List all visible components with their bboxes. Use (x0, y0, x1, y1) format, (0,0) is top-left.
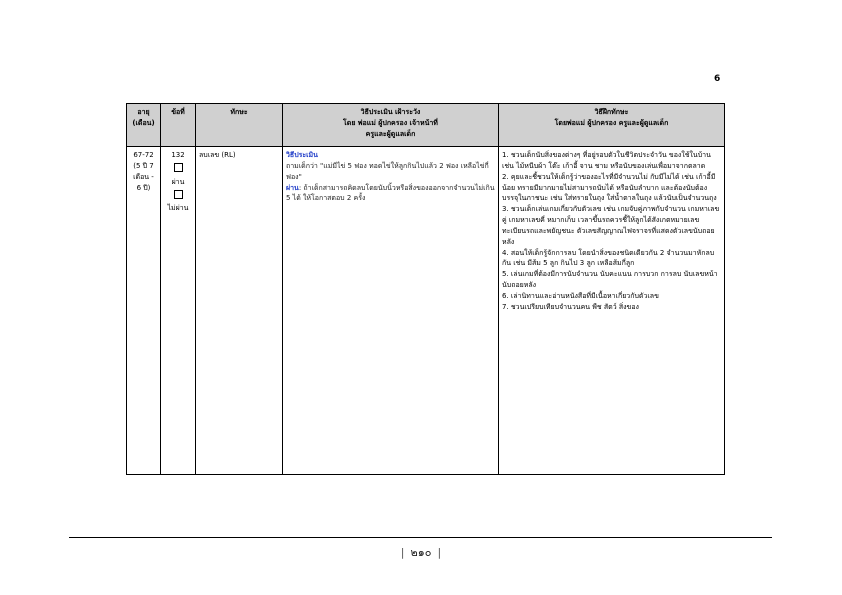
training-item: 4. สอนให้เด็กรู้จักการลบ โดยนำสิ่งของชนิดเดียวกัน 2 จำนวนมาหักลบกัน เช่น มีส้ม 5 ลูก กินไป 3 ลูก เหลือส้มกี่ลูก (502, 248, 715, 268)
skill-table (126, 103, 725, 475)
header-eval-line2: โดย พ่อแม่ ผู้ปกครอง เจ้าหน้าที่ (343, 118, 438, 127)
fail-label: ไม่ผ่าน (167, 204, 189, 213)
training-item: 6. เล่านิทานและอ่านหนังสือที่มีเนื้อหาเกี่ยวกับตัวเลข (502, 291, 659, 300)
training-item: 5. เล่นเกมที่ต้องมีการนับจำนวน นับคะแนน การบวก การลบ นับเลขหน้า นับถอยหลัง (502, 270, 718, 290)
training-item: 2. คุยและชี้ชวนให้เด็กรู้ว่าของอะไรที่มีจำนวนไม่ กับมีไม่ได้ เช่น เก้าอี้มีน้อย ทรายมีมากมายไม่สามารถนับได้ หรือนับลำบาก และต้องนับต้องบรรจุในภาชนะ เช่น ใส่ทรายในถุง ใส่น้ำตาลในถุง แล้วนับเป็นจำนวนถุง (502, 172, 717, 203)
header-age (127, 104, 161, 147)
header-training (499, 104, 725, 147)
item-cell (161, 147, 196, 475)
header-eval-line3: ครูและผู้ดูแลเด็ก (365, 129, 416, 138)
footer-page-number (0, 543, 842, 561)
training-cell (499, 147, 725, 475)
table-header-row (127, 104, 725, 147)
pass-heading: ผ่าน (286, 183, 299, 192)
footer-bar-right: | (437, 546, 442, 559)
footer-bar-left: | (400, 546, 405, 559)
pass-criteria: : ถ้าเด็กสามารถคิดลบโดยนับนิ้วหรือสิ่งของออกจากจำนวนไม่เกิน 5 ได้ ให้โอกาสตอบ 2 ครั้ง (286, 183, 495, 203)
header-train-line1: วิธีฝึกทักษะ (594, 108, 629, 116)
header-age-label: อายุ (137, 108, 150, 116)
training-item: 7. ชวนเปรียบเทียบจำนวนคน พืช สัตว์ สิ่งของ (502, 302, 639, 311)
training-item: 1. ชวนเด็กนับสิ่งของต่างๆ ที่อยู่รอบตัวในชีวิตประจำวัน ของใช้ในบ้าน เช่น ไม้หนีบผ้า โต๊ะ เก้าอี้ จาน ชาม หรือนับของเล่นเพื่อมาจากตลาด (502, 151, 711, 170)
skill-cell: ลบเลข (RL) (196, 147, 283, 475)
footer-page-label: ๒๑๐ (410, 546, 432, 559)
training-item: 3. ชวนเด็กเล่นเกมเกี่ยวกับตัวเลข เช่น เกมจับคู่ภาพกับจำนวน เกมหาเลขคู่ เกมหาเลขคี่ หมากเก็บ เวลาขึ้นรถควรชี้ให้ลูกได้สังเกตหมายเลขทะเบียนรถและพยัญชนะ ตัวเลขสัญญาณไฟจราจรที่แสดงตัวเลขนับถอยหลัง (502, 205, 720, 246)
age-detail-1: (5 ปี 7 (133, 161, 154, 170)
header-skill: ทักษะ (196, 104, 283, 147)
evaluation-cell (283, 147, 499, 475)
header-evaluation (283, 104, 499, 147)
eval-heading: วิธีประเมิน (286, 151, 318, 159)
age-cell (127, 147, 161, 475)
table-row (127, 147, 725, 475)
header-age-unit: (เดือน) (132, 118, 155, 127)
pass-label: ผ่าน (171, 177, 185, 186)
header-eval-line1: วิธีประเมิน เฝ้าระวัง (360, 108, 421, 116)
age-detail-2: เดือน - (133, 172, 154, 181)
eval-text: ถามเด็กว่า "แม่มีไข่ 5 ฟอง ทอดไข่ให้ลูกกินไปแล้ว 2 ฟอง เหลือไข่กี่ฟอง" (286, 161, 489, 181)
pass-checkbox[interactable] (174, 163, 183, 172)
age-detail-3: 6 ปี) (136, 183, 151, 192)
fail-checkbox[interactable] (174, 190, 183, 199)
header-train-line2: โดยพ่อแม่ ผู้ปกครอง ครูและผู้ดูแลเด็ก (554, 118, 669, 127)
item-number: 132 (171, 151, 185, 159)
page-number: 6 (714, 74, 721, 84)
header-item-no: ข้อที่ (161, 104, 196, 147)
footer-rule (69, 537, 772, 538)
age-range: 67-72 (133, 151, 154, 159)
